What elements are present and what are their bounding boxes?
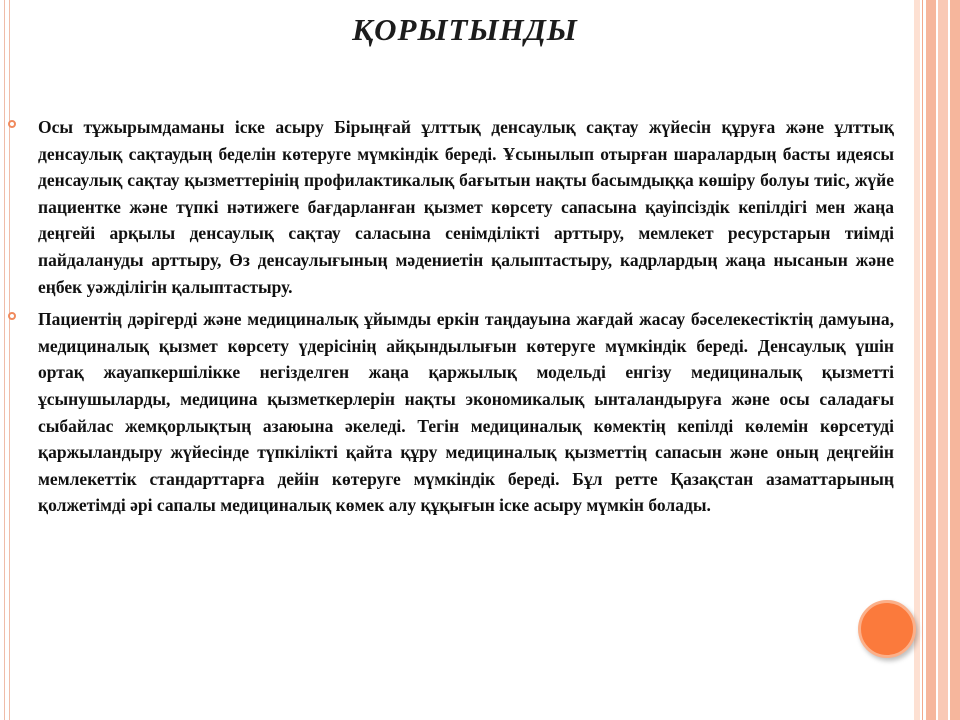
paragraph: Пациентің дәрігерді және медициналық ұйымды еркін таңдауына жағдай жасау бәселекестіктің дамуына, медициналық қызмет көрсету үдерісінің айқындылығын көтеруге мүмкіндік береді. Денсаулық үшін ортақ жауапкершілікке негізделген жаңа қаржылық модельді енгізу медициналық қызметті ұсынушыларды, медицина қызметкерлерін нақты экономикалық ынталандыруға және осы саладағы сыбайлас жемқорлықтың азаюына әкеледі. Тегін медициналық көмектің кепілді көлемін көрсетуді қаржыландыру жүйесінде түпкілікті қайта құру медициналық қызметтің сапасын және оның деңгейін мемлекеттік стандарттарға дейін көтеруге мүмкіндік береді. Бұл ретте Қазақстан азаматтарының қолжетімді әрі сапалы медициналық көмек алу құқығын іске асыру мүмкін болады. (38, 309, 894, 516)
stripe (914, 0, 920, 720)
orange-circle-decoration (858, 600, 916, 658)
bullet-item (32, 306, 894, 519)
left-border-decoration (4, 0, 10, 720)
stripe (926, 0, 936, 720)
stripe (922, 0, 923, 720)
slide-body (32, 114, 894, 519)
bullet-item (32, 114, 894, 300)
right-stripe-decoration (914, 0, 960, 720)
stripe (950, 0, 960, 720)
slide-title: ҚОРЫТЫНДЫ (352, 12, 578, 47)
stripe (938, 0, 948, 720)
bullet-circle-icon (8, 120, 16, 128)
bullet-circle-icon (8, 312, 16, 320)
paragraph: Осы тұжырымдаманы іске асыру Бірыңғай ұлттық денсаулық сақтау жүйесін құруға және ұлттық денсаулық сақтаудың беделін көтеруге мүмкіндік береді. Ұсынылып отырған шаралардың басты идеясы денсаулық сақтау қызметтерінің профилактикалық бағытын нақты басымдыққа көшіру болуы тиіс, жүйе пациентке және түпкі нәтижеге бағдарланған қызмет көрсету сапасына қауіпсіздік кепілдігі мен жаңа деңгейі арқылы денсаулық сақтау саласына сенімділікті арттыру, мемлекет ресурстарын тиімді пайдалануды арттыру, Өз денсаулығының мәдениетін қалыптастыру, кадрлардың жаңа нысанын және еңбек уәжділігін қалыптастыру. (38, 117, 894, 297)
